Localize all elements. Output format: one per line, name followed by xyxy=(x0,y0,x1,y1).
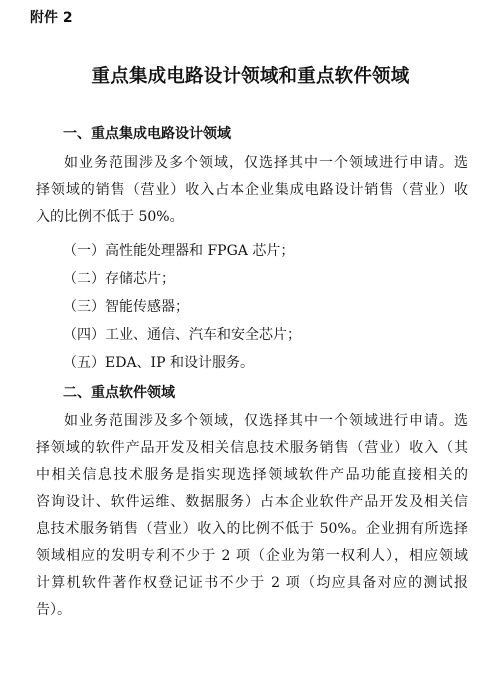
paragraph-line: 计算机软件著作权登记证书不少于 2 项（均应具备对应的测试报 xyxy=(36,575,468,591)
paragraph-line: 告）。 xyxy=(36,602,71,618)
paragraph-line: 息技术服务销售（营业）收入的比例不低于 50%。企业拥有所选择 xyxy=(36,521,468,537)
attachment-label: 附件 2 xyxy=(30,10,73,26)
section1-item-3: （三）智能传感器； xyxy=(63,299,189,315)
paragraph-line: 如业务范围涉及多个领域，仅选择其中一个领域进行申请。选 xyxy=(64,413,468,429)
paragraph-line: 如业务范围涉及多个领域，仅选择其中一个领域进行申请。选 xyxy=(64,155,468,171)
paragraph-line: 中相关信息技术服务是指实现选择领域软件产品功能直接相关的 xyxy=(36,467,468,483)
section1-item-4: （四）工业、通信、汽车和安全芯片； xyxy=(63,327,301,343)
section1-item-1: （一）高性能处理器和 FPGA 芯片； xyxy=(63,243,295,259)
document-title: 重点集成电路设计领域和重点软件领域 xyxy=(91,66,410,87)
paragraph-line: 入的比例不低于 50%。 xyxy=(36,209,184,225)
section1-paragraph xyxy=(36,150,468,231)
paragraph-line: 择领域的软件产品开发及相关信息技术服务销售（营业）收入（其 xyxy=(36,440,468,456)
section1-item-5: （五）EDA、IP 和设计服务。 xyxy=(63,355,254,371)
paragraph-line: 咨询设计、软件运维、数据服务）占本企业软件产品开发及相关信 xyxy=(36,494,468,510)
section1-heading: 一、重点集成电路设计领域 xyxy=(63,126,231,142)
section2-heading: 二、重点软件领域 xyxy=(63,385,175,401)
paragraph-line: 择领域的销售（营业）收入占本企业集成电路设计销售（营业）收 xyxy=(36,182,468,198)
paragraph-line: 领域相应的发明专利不少于 2 项（企业为第一权利人），相应领域 xyxy=(36,548,468,564)
section2-paragraph xyxy=(36,408,468,624)
section1-item-2: （二）存储芯片； xyxy=(63,271,175,287)
